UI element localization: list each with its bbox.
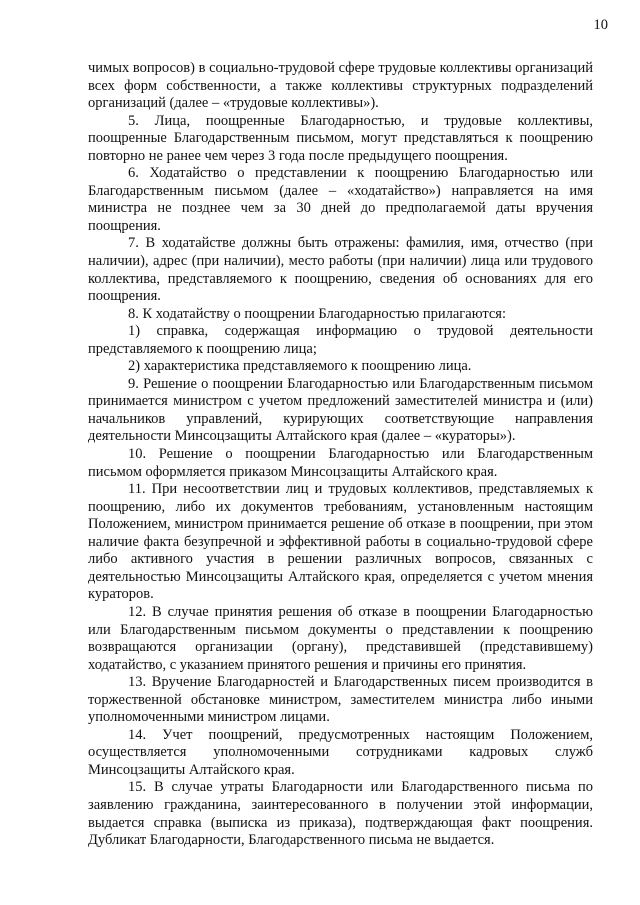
paragraph-item-12: 12. В случае принятия решения об отказе в поощрении Благодарностью или Благодарственным письмом документы о представлении к поощрению возвращаются организации (органу), представившей (представившему) ходатайство, с указанием принятого решения и причины его принятия. xyxy=(88,603,593,673)
paragraph-item-13: 13. Вручение Благодарностей и Благодарственных писем производится в торжественной обстановке министром, заместителем министра либо иными уполномоченными министром лицами. xyxy=(88,674,593,726)
paragraph-item-9: 9. Решение о поощрении Благодарностью или Благодарственным письмом принимается министром с учетом предложений заместителей министра и (или) начальников управлений, курирующих соответствующие направления деятельности Минсоцзащиты Алтайского края (далее – «кураторы»). xyxy=(88,375,593,445)
paragraph-item-8-subitem-1: 1) справка, содержащая информацию о трудовой деятельности представляемого к поощрению лица; xyxy=(88,323,593,357)
paragraph-item-7: 7. В ходатайстве должны быть отражены: фамилия, имя, отчество (при наличии), адрес (при наличии), место работы (при наличии) лица или трудового коллектива, представляемого к поощрению, сведения об основаниях для его поощрения. xyxy=(88,235,593,305)
paragraph-item-14: 14. Учет поощрений, предусмотренных настоящим Положением, осуществляется уполномоченными сотрудниками кадровых служб Минсоцзащиты Алтайского края. xyxy=(88,726,593,778)
paragraph-item-15: 15. В случае утраты Благодарности или Благодарственного письма по заявлению гражданина, заинтересованного в получении этой информации, выдается справка (выписка из приказа), подтверждающая факт поощрения. Дубликат Благодарности, Благодарственного письма не выдается. xyxy=(88,779,593,849)
paragraph-item-10: 10. Решение о поощрении Благодарностью или Благодарственным письмом оформляется приказом Минсоцзащиты Алтайского края. xyxy=(88,446,593,480)
paragraph-item-11: 11. При несоответствии лиц и трудовых коллективов, представляемых к поощрению, либо их документов требованиям, установленным настоящим Положением, министром принимается решение об отказе в поощрении, при этом наличие факта безупречной и эффективной работы в социально-трудовой сфере либо активного участия в решении различных вопросов, связанных с деятельностью Минсоцзащиты Алтайского края, определяется с учетом мнения кураторов. xyxy=(88,481,593,603)
document-body xyxy=(88,60,593,850)
page-number: 10 xyxy=(593,17,608,33)
paragraph-item-5: 5. Лица, поощренные Благодарностью, и трудовые коллективы, поощренные Благодарственным письмом, могут представляться к поощрению повторно не ранее чем через 3 года после предыдущего поощрения. xyxy=(88,112,593,164)
paragraph-item-8-subitem-2: 2) характеристика представляемого к поощрению лица. xyxy=(128,358,472,375)
paragraph-continuation: чимых вопросов) в социально-трудовой сфере трудовые коллективы организаций всех форм собственности, а также коллективы структурных подразделений организаций (далее – «трудовые коллективы»). xyxy=(88,60,593,112)
paragraph-item-8: 8. К ходатайству о поощрении Благодарностью прилагаются: xyxy=(128,305,506,322)
paragraph-item-6: 6. Ходатайство о представлении к поощрению Благодарностью или Благодарственным письмом (далее – «ходатайство») направляется на имя министра не позднее чем за 30 дней до предполагаемой даты вручения поощрения. xyxy=(88,165,593,234)
